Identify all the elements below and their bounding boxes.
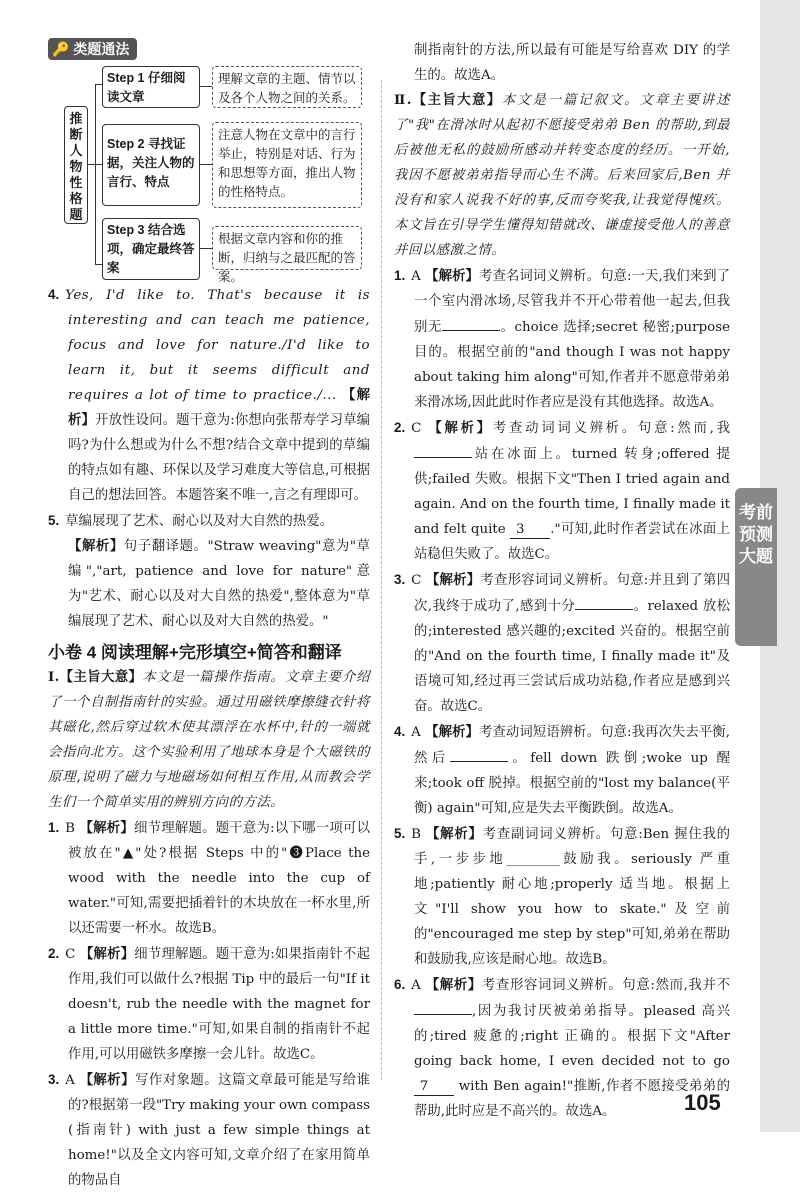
analysis-text: 开放性设问。题干意为:你想向张帮寿学习草编吗?为什么想或为什么不想?结合文章中提到的草编的特点如有趣、环保以及学习难度大等信息,可根据自己的想法回答。本题答案不唯一,言之有理即可。 <box>68 413 370 503</box>
analysis-tag: 【解析】 <box>426 826 483 842</box>
analysis-text: 考查形容词词义辨析。句意:并且到了第四次,我终于成功了,感到十分 <box>414 573 730 614</box>
page-number: 105 <box>684 1090 721 1115</box>
question-number: 6. <box>394 977 406 992</box>
analysis-tag: 【解析】 <box>425 572 481 588</box>
analysis-text: 细节理解题。题干意为:以下哪一项可以被放在"▲"处?根据 Steps 中的"❸Place the wood with the needle into the cup of water."可知,需要把插着针的木块放在一杯水里,所以还需要一杯水。故选B。 <box>68 821 370 936</box>
question-number: 2. <box>48 946 60 961</box>
fill-blank <box>414 441 472 458</box>
analysis-text: 句子翻译题。"Straw weaving"意为"草编","art, patience and love for nature"意为"艺术、耐心以及对大自然的热爱",整体意为"草编展现了艺术、耐心以及对大自然的热爱。" <box>68 539 370 629</box>
answer-letter: C <box>411 573 422 588</box>
summary-label: Ⅱ.【主旨大意】 <box>394 92 502 108</box>
answer-item <box>48 1067 370 1193</box>
analysis-text: 细节理解题。题干意为:如果指南针不起作用,我们可以做什么?根据 Tip 中的最后一句"If it doesn't, rub the needle with the magnet for a little more time."可知,如果自制的指南针不起作用,可以用磁铁多摩擦一会儿针。故选C。 <box>68 947 370 1062</box>
analysis-text: 。relaxed 放松的;interested 感兴趣的;excited 兴奋的。根据空前的"And on the fourth time, I finally made it"及语境可知,经过再三尝试后成功站稳,作者应是感到兴奋。故选C。 <box>414 599 730 714</box>
question-number: 2. <box>394 420 406 435</box>
column-divider <box>381 80 382 1080</box>
left-column <box>48 38 370 1193</box>
analysis-tag: 【解析】 <box>79 820 134 836</box>
step-1-desc: 理解文章的主题、情节以及各个人物之间的关系。 <box>212 66 362 108</box>
question-number: 1. <box>48 820 60 835</box>
answer-letter: C <box>411 421 422 436</box>
answer-item <box>394 415 730 567</box>
analysis-text: 考查动词短语辨析。句意:我再次失去平衡,然后 <box>414 725 730 766</box>
analysis-tag: 【解析】 <box>68 387 370 428</box>
answer-item <box>394 263 730 415</box>
answer-letter: B <box>411 827 422 842</box>
fill-blank <box>575 593 633 610</box>
analysis-text: 考查形容词词义辨析。句意:然而,我并不 <box>481 978 730 993</box>
summary-label: Ⅰ.【主旨大意】 <box>48 669 143 685</box>
step-1-box: Step 1 仔细阅读文章 <box>102 66 200 108</box>
analysis-text: ,因为我讨厌被弟弟指导。pleased 高兴的;tired 疲惫的;right 正确的。根据下文"After going back home, I even decided not to go <box>414 1004 730 1069</box>
question-number: 1. <box>394 268 406 283</box>
summary-text: 本文是一篇操作指南。文章主要介绍了一个自制指南针的实验。通过用磁铁摩擦缝衣针将其磁化,然后穿过软木使其漂浮在水杯中,针的一端就会指向北方。这个实验利用了地球本身是个大磁铁的原理,说明了磁力与地磁场如何相互作用,从而教会学生们一个简单实用的辨别方向的方法。 <box>48 670 370 810</box>
answer-item <box>394 567 730 719</box>
answer-letter: A <box>411 269 421 284</box>
step-3-box: Step 3 结合选项，确定最终答案 <box>102 218 200 280</box>
analysis-tag: 【解析】 <box>425 724 479 740</box>
answer-5 <box>48 508 370 534</box>
answer-letter: B <box>65 821 76 836</box>
analysis-tag: 【解析】 <box>79 1072 135 1088</box>
analysis-text: 写作对象题。这篇文章最可能是写给谁的?根据第一段"Try making your own compass (指南针) with just a few simple things at home!"以及全文内容可知,文章介绍了在家用简单的物品自 <box>68 1073 371 1188</box>
connector-line <box>200 248 212 249</box>
analysis-text: 考查名词词义辨析。句意:一天,我们来到了一个室内滑冰场,尽管我并不开心带着他一起去,但我别无 <box>414 269 730 335</box>
answer-4 <box>48 282 370 508</box>
answer-item <box>394 719 730 821</box>
answer-letter: A <box>411 978 421 993</box>
connector-line <box>200 164 212 165</box>
analysis-tag: 【解析】 <box>79 946 135 962</box>
answer-letter: A <box>65 1073 75 1088</box>
fill-blank-number: 7 <box>414 1079 454 1096</box>
continued-text: 制指南针的方法,所以最有可能是写给喜欢 DIY 的学生的。故选A。 <box>414 43 730 83</box>
analysis-tag: 【解析】 <box>68 538 124 554</box>
section-title: 小卷 4 阅读理解+完形填空+简答和翻译 <box>48 643 342 662</box>
question-number: 4. <box>48 287 60 302</box>
question-number: 3. <box>48 1072 60 1087</box>
analysis-text: 站在冰面上。turned 转身;offered 提供;failed 失败。根据下文"Then I tried again and again. And on the fourth time, I finally made it and felt quite <box>414 447 730 537</box>
right-column <box>394 38 730 1124</box>
summary-1 <box>48 665 370 815</box>
answer-text: 草编展现了艺术、耐心以及对大自然的热爱。 <box>65 514 333 529</box>
fill-blank <box>450 745 508 762</box>
side-tab: 考前预测大题 <box>735 488 777 646</box>
diagram-vertical-label: 推断人物性格题 <box>64 106 88 224</box>
connector-line <box>95 84 96 264</box>
question-number: 4. <box>394 724 406 739</box>
answer-item <box>394 972 730 1124</box>
answer-letter: A <box>411 725 421 740</box>
question-number: 3. <box>394 572 406 587</box>
answer-letter: C <box>65 947 76 962</box>
method-badge-label: 类题通法 <box>73 41 130 57</box>
answer-item <box>48 815 370 941</box>
analysis-text: 考查副词词义辨析。句意:Ben 握住我的手,一步步地________鼓励我。seriously 严重地;patiently 耐心地;properly 适当地。根据上文"I'll show you how to skate."及空前的"encouraged me step by step"可知,弟弟在帮助和鼓励我,应该是耐心地。故选B。 <box>414 827 730 967</box>
analysis-tag: 【解析】 <box>425 977 482 993</box>
method-badge <box>48 38 137 60</box>
step-2-desc: 注意人物在文章中的言行举止，特别是对话、行为和思想等方面，推出人物的性格特点。 <box>212 122 362 208</box>
answer-item <box>48 941 370 1067</box>
answer-5-analysis <box>48 534 370 634</box>
question-number: 5. <box>394 826 406 841</box>
analysis-text: 。choice 选择;secret 秘密;purpose 目的。根据空前的"and though I was not happy about taking him along"可知,作者并不愿意带弟弟来滑冰场,因此此时作者应是没有其他选择。故选A。 <box>414 320 731 410</box>
step-3-desc: 根据文章内容和你的推断，归纳与之最匹配的答案。 <box>212 226 362 270</box>
question-number: 5. <box>48 513 60 528</box>
analysis-text: with Ben again!"推断,作者不愿接受弟弟的帮助,此时应是不高兴的。故选A。 <box>414 1079 730 1119</box>
answer-item <box>394 821 730 972</box>
connector-line <box>200 86 212 87</box>
analysis-tag: 【解析】 <box>428 420 493 436</box>
summary-2 <box>394 88 730 263</box>
key-icon: 🔑 <box>52 41 70 57</box>
summary-text: 本文是一篇记叙文。文章主要讲述了"我"在滑冰时从起初不愿接受弟弟 Ben 的帮助,到最后被他无私的鼓励所感动并转变态度的经历。一开始,我因不愿被弟弟指导而心生不满。后来回家后,Ben 并没有和家人说我不好的事,反而夸奖我,让我觉得愧疚。本文旨在引导学生懂得知错就改、谦虚接受他人的善意并回以感激之情。 <box>394 93 731 258</box>
analysis-text: 。fell down 跌倒;woke up 醒来;took off 脱掉。根据空前的"lost my balance(平衡) again"可知,应是失去平衡跌倒。故选A。 <box>414 751 731 816</box>
analysis-tag: 【解析】 <box>425 268 479 284</box>
fill-blank <box>414 998 472 1015</box>
fill-blank <box>442 314 500 331</box>
fill-blank-number: 3 <box>510 522 550 539</box>
step-2-box: Step 2 寻找证据，关注人物的言行、特点 <box>102 124 200 206</box>
analysis-text: ."可知,此时作者尝试在冰面上站稳但失败了。故选C。 <box>414 522 730 562</box>
answer-text: Yes, I'd like to. That's because it is interesting and can teach me patience, focus and love for nature./I'd like to learn it, but it seems difficult and requires a lot of time to practice./... <box>65 288 370 403</box>
analysis-text: 考查动词词义辨析。句意:然而,我 <box>492 421 730 436</box>
method-diagram <box>48 38 370 284</box>
